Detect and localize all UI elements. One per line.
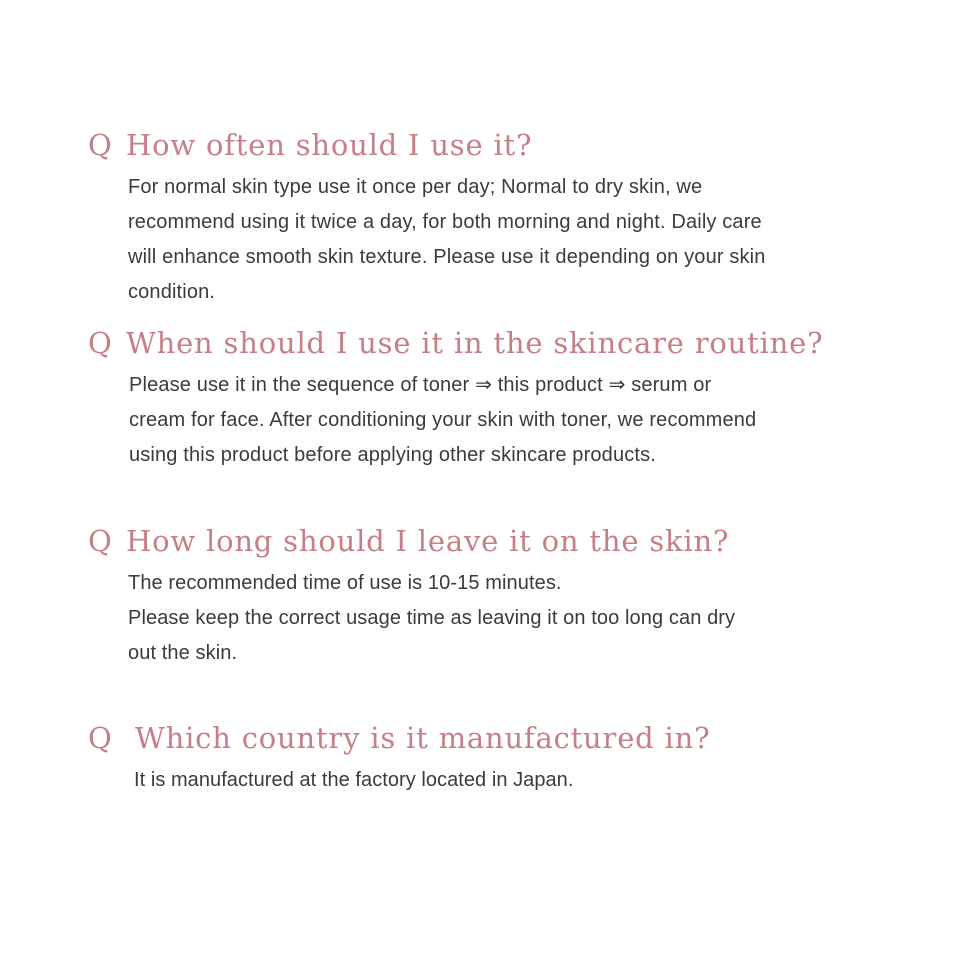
answer-line: Please keep the correct usage time as leaving it on too long can dry [128,607,736,629]
answer-line: The recommended time of use is 10-15 minutes. [128,572,562,594]
answer-line: will enhance smooth skin texture. Please use it depending on your skin [128,246,766,268]
faq-answer [88,170,888,310]
faq-item-leave-on-time [88,523,888,671]
faq-answer [88,763,888,798]
faq-question [88,523,888,559]
answer-line: out the skin. [128,642,238,664]
answer-line: cream for face. After conditioning your skin with toner, we recommend [129,409,757,431]
answer-line: condition. [128,281,216,303]
question-text: How often should I use it? [126,128,533,162]
question-mark-q: Q [88,721,113,755]
faq-item-routine-order [88,325,888,473]
question-text: How long should I leave it on the skin? [126,524,730,558]
question-text: When should I use it in the skincare routine? [126,326,824,360]
question-mark-q: Q [88,524,113,558]
faq-answer [88,368,888,473]
faq-answer [88,566,888,671]
question-text: Which country is it manufactured in? [135,721,711,755]
answer-line: It is manufactured at the factory located in Japan. [134,769,574,791]
answer-line: Please use it in the sequence of toner ⇒ this product ⇒ serum or [129,374,712,396]
answer-line: using this product before applying other skincare products. [129,444,656,466]
faq-question [88,127,888,163]
answer-line: recommend using it twice a day, for both morning and night. Daily care [128,211,762,233]
question-mark-q: Q [88,128,113,162]
faq-question [88,720,888,756]
faq-item-manufacturing-country [88,720,888,798]
faq-question [88,325,888,361]
faq-item-usage-frequency [88,127,888,310]
question-mark-q: Q [88,326,113,360]
answer-line: For normal skin type use it once per day; Normal to dry skin, we [128,176,703,198]
